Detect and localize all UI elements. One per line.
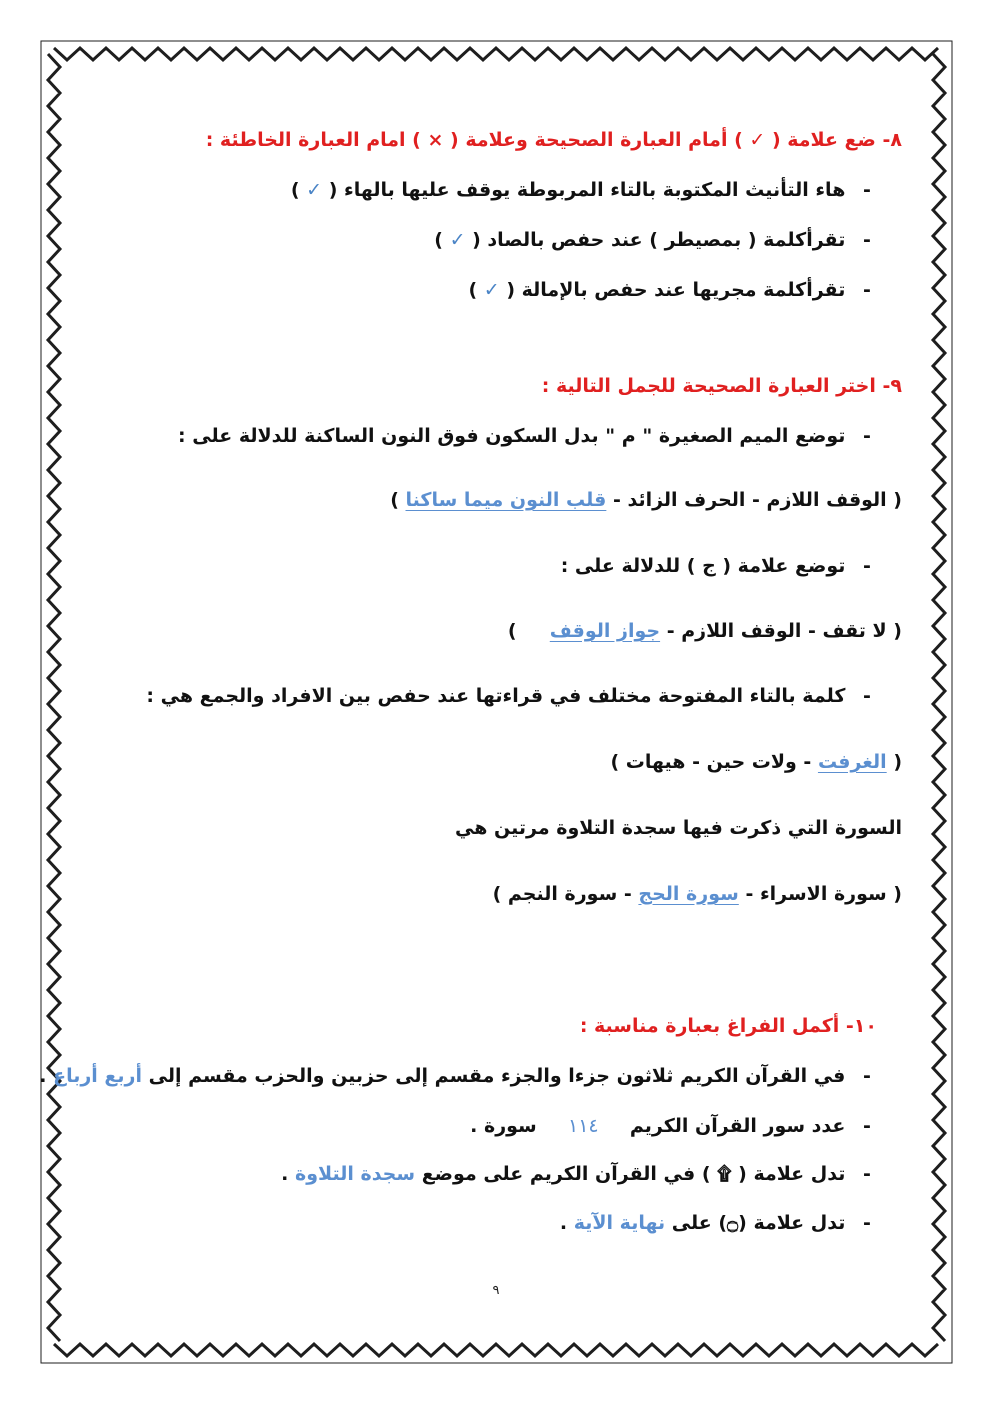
answer-text: جواز الوقف xyxy=(549,620,661,642)
answer-text: سورة الحج xyxy=(638,883,739,905)
q9-options-4: ( سورة الاسراء - سورة الحج - سورة النجم ) xyxy=(492,883,902,905)
check-mark-icon: ✓ xyxy=(749,129,766,151)
q10-item-2: - عدد سور القرآن الكريم ١١٤ سورة . xyxy=(470,1115,871,1137)
answer-text: أربع أرباع xyxy=(53,1065,142,1087)
q10-item-3: - تدل علامة ( ۩ ) في القرآن الكريم على موضع سجدة التلاوة . xyxy=(281,1163,871,1185)
q9-heading: ٩- اختر العبارة الصحيحة للجمل التالية : xyxy=(541,375,902,397)
q9-options-2: ( لا تقف - الوقف اللازم - جواز الوقف ) xyxy=(507,620,902,642)
q8-item-3: - تقرأكلمة مجريها عند حفص بالإمالة ( ✓ ) xyxy=(468,279,871,301)
check-mark-icon: ✓ xyxy=(449,229,466,251)
q10-item-1: - في القرآن الكريم ثلاثون جزءا والجزء مقسم إلى حزبين والحزب مقسم إلى أربع أرباع . xyxy=(39,1065,871,1087)
q9-item-3: - كلمة بالتاء المفتوحة مختلف في قراءتها عند حفص بين الافراد والجمع هي : xyxy=(146,685,871,707)
q10-item-4: - تدل علامة (۝) على نهاية الآية . xyxy=(559,1212,871,1234)
q9-item-2: - توضع علامة ( ج ) للدلالة على : xyxy=(560,555,871,577)
check-mark-icon: ✓ xyxy=(483,279,500,301)
answer-text: ١١٤ xyxy=(567,1115,599,1137)
answer-text: قلب النون ميما ساكنا xyxy=(405,489,607,511)
answer-text: الغرفت xyxy=(817,751,887,773)
x-mark-icon: × xyxy=(427,129,444,151)
q10-heading: ١٠- أكمل الفراغ بعبارة مناسبة : xyxy=(579,1015,877,1037)
q8-item-1: - هاء التأنيث المكتوبة بالتاء المربوطة يوقف عليها بالهاء ( ✓ ) xyxy=(290,179,871,201)
q9-item-4: السورة التي ذكرت فيها سجدة التلاوة مرتين هي xyxy=(455,817,902,839)
q9-options-1: ( الوقف اللازم - الحرف الزائد - قلب النون ميما ساكنا ) xyxy=(390,489,902,511)
q8-item-2: - تقرأكلمة ( بمصيطر ) عند حفص بالصاد ( ✓ ) xyxy=(434,229,871,251)
page-number: ٩ xyxy=(492,1283,500,1298)
check-mark-icon: ✓ xyxy=(306,179,323,201)
answer-text: نهاية الآية xyxy=(573,1212,666,1234)
q8-heading: ٨- ضع علامة ( ✓ ) أمام العبارة الصحيحة وعلامة ( × ) امام العبارة الخاطئة : xyxy=(205,129,902,151)
q9-item-1: - توضع الميم الصغيرة " م " بدل السكون فوق النون الساكنة للدلالة على : xyxy=(178,425,871,447)
answer-text: سجدة التلاوة xyxy=(295,1163,416,1185)
q9-options-3: ( الغرفت - ولات حين - هيهات ) xyxy=(610,751,902,773)
